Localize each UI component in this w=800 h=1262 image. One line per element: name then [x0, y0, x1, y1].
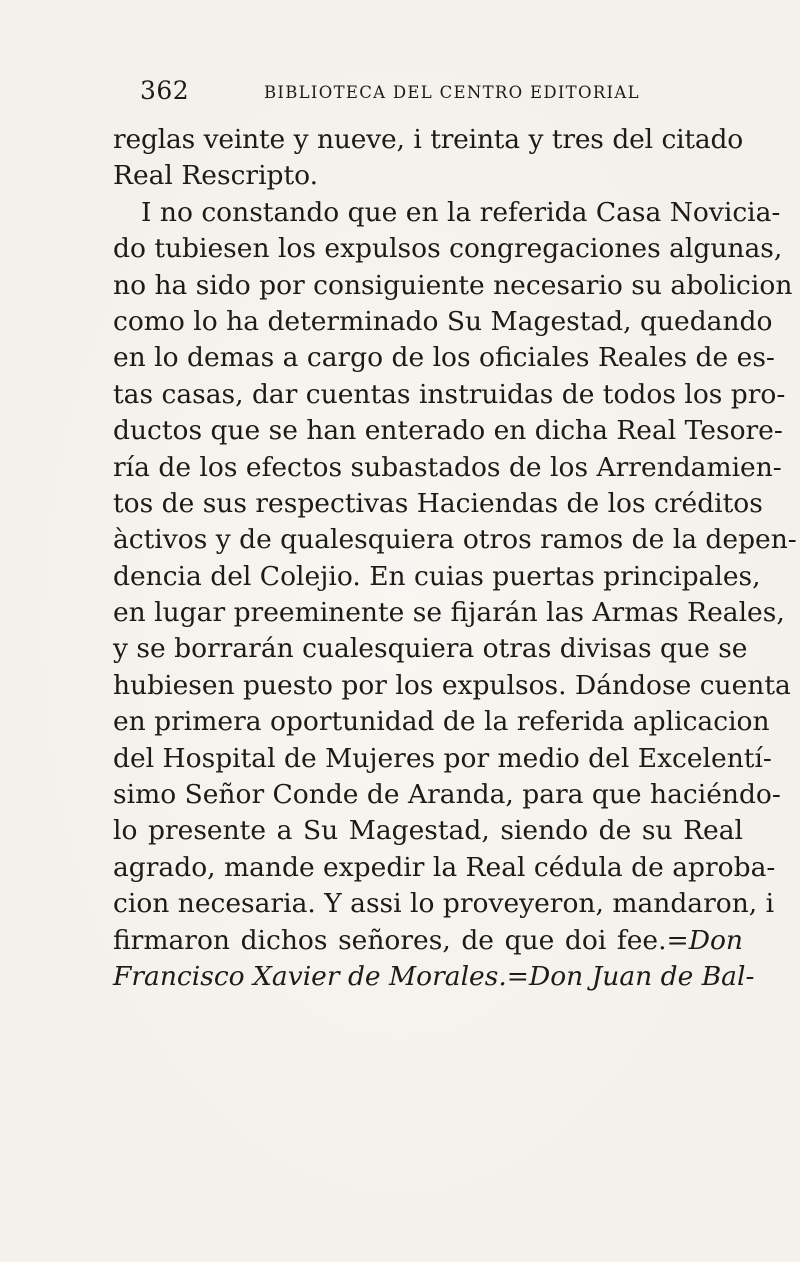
text-line: do tubiesen los expulsos congregaciones algunas, [113, 233, 783, 265]
text-line: tas casas, dar cuentas instruidas de todos los pro- [113, 378, 786, 410]
text-line: agrado, mande expedir la Real cédula de aproba- [113, 851, 776, 883]
text-line: ductos que se han enterado en dicha Real Tesore- [113, 415, 783, 447]
text-line: I no constando que en la referida Casa Novicia- [141, 196, 781, 228]
text-line: simo Señor Conde de Aranda, para que haciéndo- [113, 779, 781, 811]
text-line: no ha sido por consiguiente necesario su abolicion [113, 269, 793, 301]
signature-line: Francisco Xavier de Morales.=Don Juan de Bal- [113, 960, 755, 992]
text-line: Real Rescripto. [113, 160, 319, 192]
text-line: y se borrarán cualesquiera otras divisas que se [113, 633, 748, 665]
page-number: 362 [140, 76, 190, 105]
page-header [140, 76, 700, 112]
italic-name-fragment: Don [688, 924, 743, 956]
text-line: del Hospital de Mujeres por medio del Excelentí- [113, 742, 772, 774]
text-line: en lugar preeminente se fijarán las Armas Reales, [113, 597, 785, 629]
text-line: reglas veinte y nueve, i treinta y tres del citado [113, 124, 743, 155]
text-line: ría de los efectos subastados de los Arrendamien- [113, 451, 782, 483]
text-line: en lo demas a cargo de los oficiales Reales de es- [113, 342, 775, 374]
running-head: BIBLIOTECA DEL CENTRO EDITORIAL [264, 83, 640, 102]
text-line: tos de sus respectivas Haciendas de los créditos [113, 487, 763, 519]
text-line-with-italic [113, 923, 743, 959]
text-line: dencia del Colejio. En cuias puertas principales, [113, 560, 761, 592]
text-line: àctivos y de qualesquiera otros ramos de la depen- [113, 524, 797, 556]
text-line: en primera oportunidad de la referida aplicacion [113, 706, 770, 738]
text-line-roman-part: firmaron dichos señores, de que doi fee.= [113, 924, 689, 956]
text-line: como lo ha determinado Su Magestad, quedando [113, 305, 773, 337]
text-line: hubiesen puesto por los expulsos. Dándose cuenta [113, 669, 791, 701]
text-line: cion necesaria. Y assi lo proveyeron, mandaron, i [113, 888, 775, 920]
body-text [113, 122, 797, 995]
text-line: lo presente a Su Magestad, siendo de su Real [113, 815, 743, 847]
